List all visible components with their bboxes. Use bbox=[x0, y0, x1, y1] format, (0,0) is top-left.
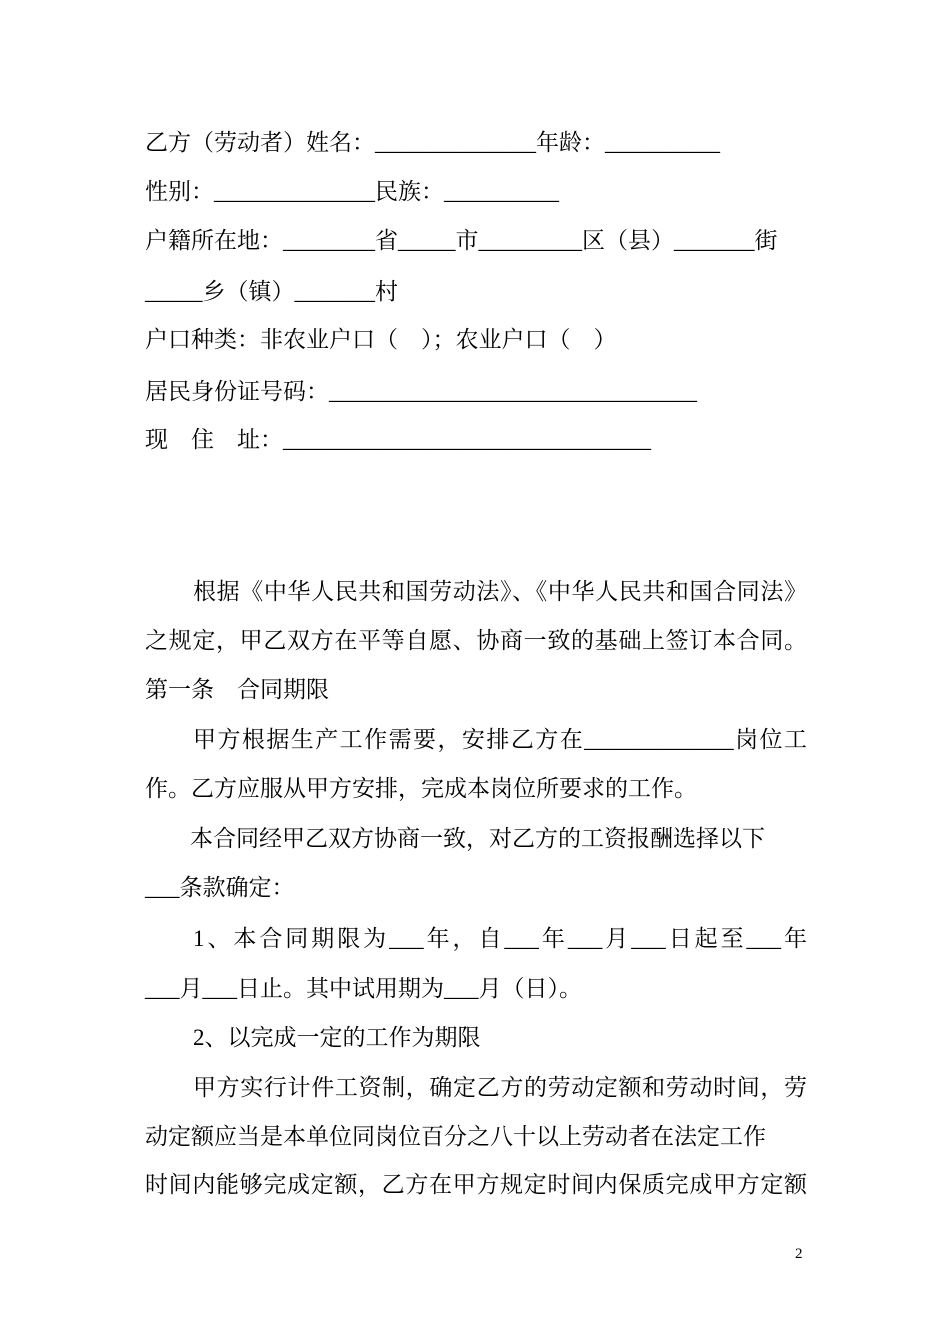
paragraph-line: 动定额应当是本单位同岗位百分之八十以上劳动者在法定工作 bbox=[145, 1124, 766, 1149]
paragraph-line: ___月___日止。其中试用期为___月（日）。 bbox=[145, 976, 582, 1001]
paragraph-line: 时间内能够完成定额，乙方在甲方规定时间内保质完成甲方定额 bbox=[145, 1172, 807, 1197]
paragraph-line: ___条款确定： bbox=[145, 875, 295, 900]
paragraph-line: 甲方根据生产工作需要，安排乙方在_____________岗位工 bbox=[193, 727, 807, 752]
page-number: 2 bbox=[795, 1246, 803, 1262]
paragraph-line: 作。乙方应服从甲方安排，完成本岗位所要求的工作。 bbox=[145, 776, 697, 801]
paragraph-line: 2、以完成一定的工作为期限 bbox=[193, 1025, 481, 1050]
field-id-number: 居民身份证号码：________________________________ bbox=[145, 379, 697, 404]
field-name-age: 乙方（劳动者）姓名：______________年龄：__________ bbox=[145, 130, 720, 155]
paragraph-line: 本合同经甲乙双方协商一致，对乙方的工资报酬选择以下 bbox=[190, 826, 765, 851]
field-household-location: 户籍所在地：________省_____市_________区（县）_______街 bbox=[145, 228, 778, 253]
article-heading: 第一条 合同期限 bbox=[145, 677, 329, 702]
field-gender-ethnicity: 性别：______________民族：__________ bbox=[145, 179, 559, 204]
paragraph-line: 根据《中华人民共和国劳动法》、《中华人民共和国合同法》 bbox=[193, 579, 807, 604]
paragraph-line: 之规定，甲乙双方在平等自愿、协商一致的基础上签订本合同。 bbox=[145, 628, 807, 653]
field-household-location-cont: _____乡（镇）_______村 bbox=[145, 279, 398, 304]
field-household-type: 户口种类：非农业户口（ ）；农业户口（ ） bbox=[145, 327, 617, 352]
paragraph-line: 甲方实行计件工资制，确定乙方的劳动定额和劳动时间，劳 bbox=[193, 1075, 807, 1100]
field-address: 现 住 址：________________________________ bbox=[145, 427, 651, 452]
paragraph-line: 1、本合同期限为___年，自___年___月___日起至___年 bbox=[193, 926, 807, 951]
